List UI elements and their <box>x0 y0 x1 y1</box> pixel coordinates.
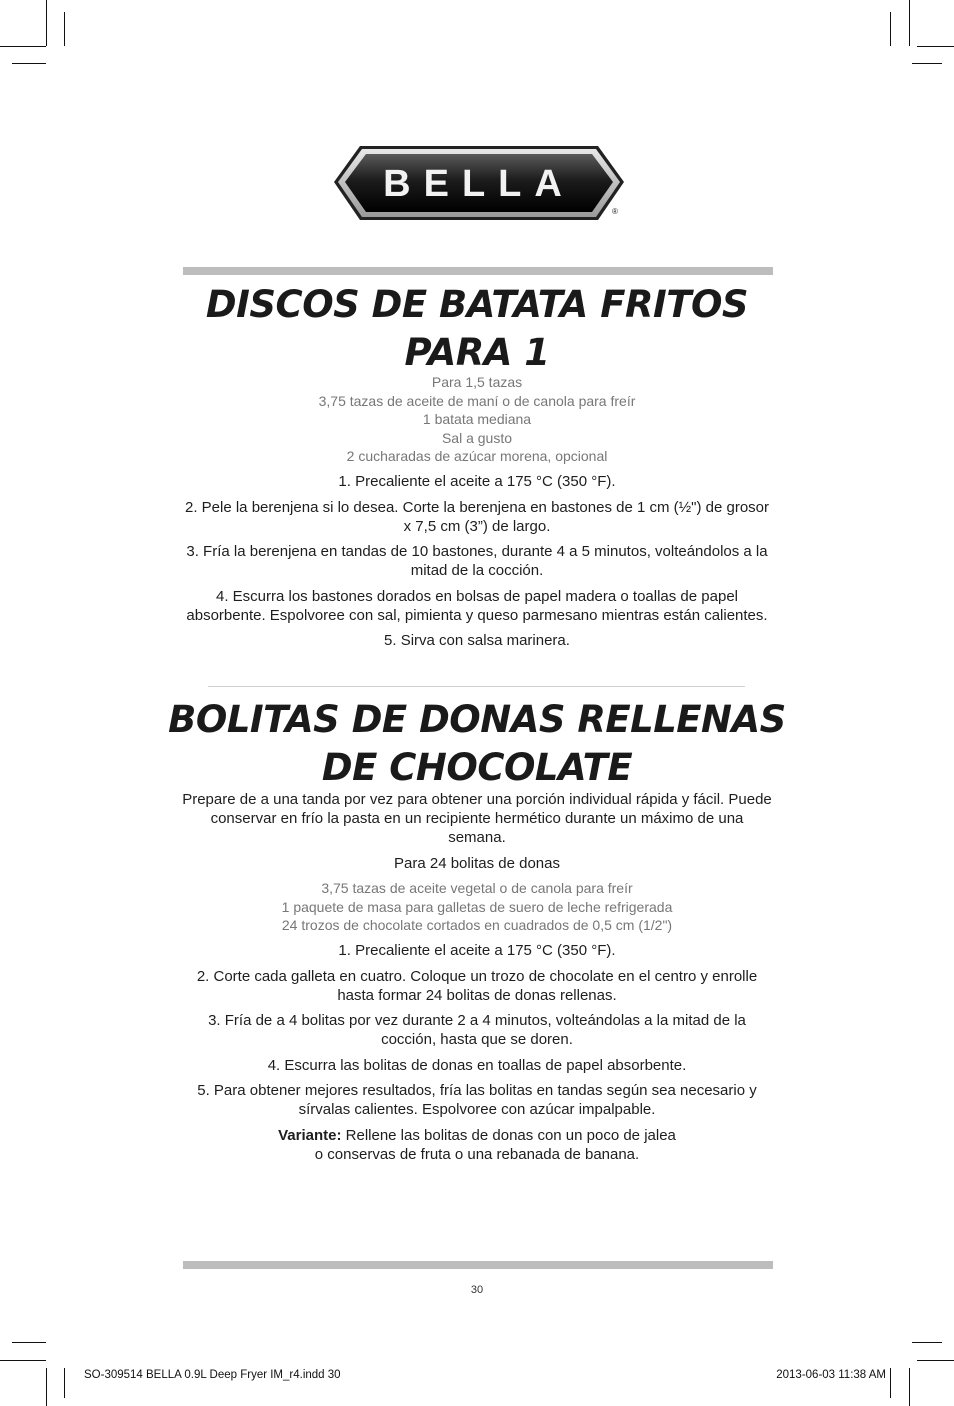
variant-line1: Rellene las bolitas de donas con un poco de jalea <box>341 1126 676 1144</box>
recipe-step: 1. Precaliente el aceite a 175 °C (350 °F). <box>338 473 616 490</box>
crop-mark <box>46 1368 47 1406</box>
bella-logo <box>330 138 628 230</box>
variant-label: Variante: <box>278 1126 342 1144</box>
crop-mark <box>64 1368 65 1398</box>
recipe-step: 5. Sirva con salsa marinera. <box>384 632 570 649</box>
recipe2-title-line2: DE CHOCOLATE <box>321 746 633 789</box>
recipe2-title-line1: BOLITAS DE DONAS RELLENAS <box>168 698 786 741</box>
crop-mark <box>909 0 910 46</box>
crop-mark <box>917 1360 954 1361</box>
crop-mark <box>912 1342 942 1343</box>
crop-mark <box>890 1368 891 1398</box>
ingredient-line: 3,75 tazas de aceite vegetal o de canola para freír <box>321 880 633 896</box>
variant-line2: o conservas de fruta o una rebanada de banana. <box>314 1145 640 1163</box>
section-divider <box>208 686 745 687</box>
crop-mark <box>0 46 46 47</box>
recipe-step: 2. Pele la berenjena si lo desea. Corte la berenjena en bastones de 1 cm (½") de grosor x 7,5 cm (3”) de largo. <box>184 498 769 535</box>
print-timestamp: 2013-06-03 11:38 AM <box>776 1369 886 1381</box>
crop-mark <box>917 46 954 47</box>
ingredient-line: 2 cucharadas de azúcar morena, opcional <box>346 448 608 464</box>
crop-mark <box>12 1342 46 1343</box>
crop-mark <box>46 0 47 46</box>
ingredient-line: 3,75 tazas de aceite de maní o de canola para freír <box>318 392 636 409</box>
crop-mark <box>0 1360 46 1361</box>
recipe-step: 1. Precaliente el aceite a 175 °C (350 °F). <box>338 942 616 959</box>
recipe1-title-line1: DISCOS DE BATATA FRITOS <box>205 283 749 326</box>
ingredient-line: 1 paquete de masa para galletas de suero de leche refrigerada <box>281 898 673 915</box>
recipe2-ingredients <box>180 879 774 935</box>
recipe-step: 5. Para obtener mejores resultados, fría las bolitas en tandas según sea necesario y sírvalas calientes. Espolvoree con azúcar impalpable. <box>197 1082 757 1118</box>
crop-mark <box>64 12 65 46</box>
recipe-step: 4. Escurra los bastones dorados en bolsas de papel madera o toallas de papel absorbente. Espolvoree con sal, pimienta y queso parmesano mientras están calientes. <box>186 587 768 624</box>
crop-mark <box>912 63 942 64</box>
recipe2-title <box>150 696 804 792</box>
page-number: 30 <box>470 1284 484 1296</box>
logo-wordmark: BELLA <box>383 163 575 205</box>
ingredient-line: Para 1,5 tazas <box>431 374 523 390</box>
recipe-variant <box>180 1126 774 1164</box>
file-slug: SO-309514 BELLA 0.9L Deep Fryer IM_r4.indd 30 <box>84 1369 341 1381</box>
recipe-step: 3. Fría la berenjena en tandas de 10 bastones, durante 4 a 5 minutos, volteándolos a la mitad de la cocción. <box>186 543 768 579</box>
registered-mark: ® <box>612 207 618 216</box>
crop-mark <box>12 63 46 64</box>
recipe1-title-line2: PARA 1 <box>404 331 550 374</box>
bottom-divider <box>183 1261 773 1269</box>
crop-mark <box>909 1368 910 1406</box>
recipe2-intro: Prepare de a una tanda por vez para obtener una porción individual rápida y fácil. Puede conservar en frío la pasta en un recipiente hermético durante un máximo de una semana. <box>182 791 772 846</box>
recipe1-title <box>150 281 804 377</box>
recipe2-steps <box>180 941 774 1170</box>
ingredient-line: Sal a gusto <box>441 429 513 446</box>
recipe-step: 4. Escurra las bolitas de donas en toallas de papel absorbente. <box>267 1056 687 1074</box>
recipe1-steps <box>180 472 774 657</box>
recipe2-intro-block <box>180 790 774 879</box>
recipe-step: 2. Corte cada galleta en cuatro. Coloque un trozo de chocolate en el centro y enrolle hasta formar 24 bolitas de donas rellenas. <box>196 967 758 1004</box>
recipe1-ingredients <box>180 373 774 466</box>
recipe2-yield: Para 24 bolitas de donas <box>394 854 560 872</box>
recipe-step: 3. Fría de a 4 bolitas por vez durante 2 a 4 minutos, volteándolas a la mitad de la cocción, hasta que se doren. <box>208 1012 746 1048</box>
top-divider <box>183 267 773 275</box>
ingredient-line: 1 batata mediana <box>422 411 532 427</box>
crop-mark <box>890 12 891 46</box>
ingredient-line: 24 trozos de chocolate cortados en cuadrados de 0,5 cm (1/2") <box>281 917 673 933</box>
